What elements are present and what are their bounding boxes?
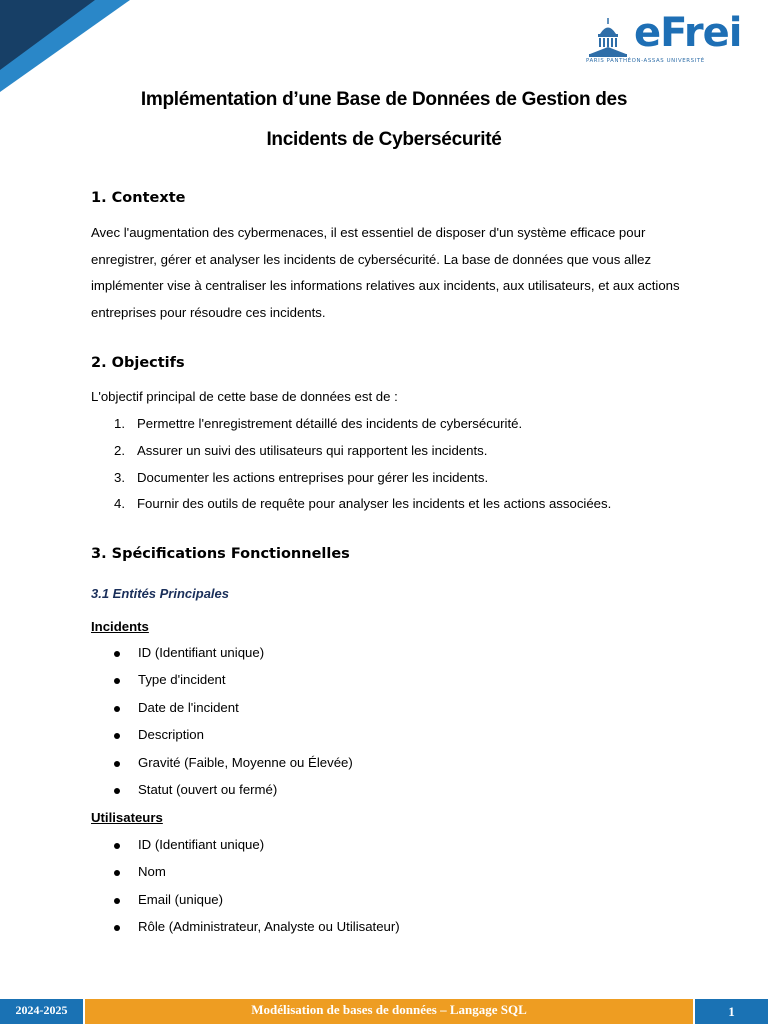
incidents-item: Type d'incident xyxy=(138,672,226,687)
bullet-icon xyxy=(114,651,120,657)
bullet-icon xyxy=(114,843,120,849)
utilisateurs-item: Rôle (Administrateur, Analyste ou Utilisateur) xyxy=(138,919,400,934)
pantheon-icon xyxy=(586,16,630,58)
footer-year: 2024-2025 xyxy=(0,999,83,1024)
list-item xyxy=(114,496,611,511)
list-item-text: Fournir des outils de requête pour analyser les incidents et les actions associées. xyxy=(137,496,612,511)
utilisateurs-item: Nom xyxy=(138,864,166,879)
list-item xyxy=(114,416,522,431)
contexte-paragraph: Avec l'augmentation des cybermenaces, il est essentiel de disposer d'un système efficace pour enregistrer, gérer et analyser les incidents de cybersécurité. La base de données que vous allez implémenter vise à centraliser les informations relatives aux incidents, aux utilisateurs, et aux actions entreprises pour résoudre ces incidents. xyxy=(91,225,680,320)
bullet-icon xyxy=(114,788,120,794)
utilisateurs-item: Email (unique) xyxy=(138,892,224,907)
section-heading-objectifs: 2. Objectifs xyxy=(91,355,185,371)
bullet-icon xyxy=(114,925,120,931)
section-heading-contexte: 1. Contexte xyxy=(91,190,186,206)
logo-text: eFrei xyxy=(634,10,742,56)
footer-page-number: 1 xyxy=(695,999,768,1024)
document-title-line2: Incidents de Cybersécurité xyxy=(266,129,502,150)
incidents-item: ID (Identifiant unique) xyxy=(138,645,265,660)
section-heading-specifications: 3. Spécifications Fonctionnelles xyxy=(91,546,350,562)
bullet-icon xyxy=(114,678,120,684)
bullet-icon xyxy=(114,706,120,712)
bullet-icon xyxy=(114,898,120,904)
utilisateurs-heading: Utilisateurs xyxy=(91,810,163,825)
list-number: 2. xyxy=(114,443,125,458)
subsection-heading-entites: 3.1 Entités Principales xyxy=(91,586,230,601)
objectifs-intro: L'objectif principal de cette base de données est de : xyxy=(91,389,398,404)
bullet-icon xyxy=(114,761,120,767)
list-item-text: Assurer un suivi des utilisateurs qui rapportent les incidents. xyxy=(137,443,488,458)
document-title-line1: Implémentation d’une Base de Données de Gestion des xyxy=(140,89,628,110)
logo-subtitle: PARIS PANTHÉON-ASSAS UNIVERSITÉ xyxy=(586,58,705,64)
incidents-item: Date de l'incident xyxy=(138,700,239,715)
bullet-icon xyxy=(114,733,120,739)
list-item xyxy=(114,470,488,485)
page-footer xyxy=(0,999,768,1024)
list-item xyxy=(114,443,487,458)
corner-decoration xyxy=(0,0,130,92)
list-number: 1. xyxy=(114,416,125,431)
list-item-text: Permettre l'enregistrement détaillé des incidents de cybersécurité. xyxy=(137,416,523,431)
bullet-icon xyxy=(114,870,120,876)
incidents-item: Description xyxy=(138,727,204,742)
utilisateurs-item: ID (Identifiant unique) xyxy=(138,837,265,852)
list-number: 4. xyxy=(114,496,125,511)
incidents-heading: Incidents xyxy=(91,619,149,634)
footer-course-title: Modélisation de bases de données – Langage SQL xyxy=(85,999,693,1024)
incidents-item: Statut (ouvert ou fermé) xyxy=(138,782,278,797)
list-number: 3. xyxy=(114,470,125,485)
efrei-logo xyxy=(584,10,744,72)
list-item-text: Documenter les actions entreprises pour gérer les incidents. xyxy=(137,470,489,485)
incidents-item: Gravité (Faible, Moyenne ou Élevée) xyxy=(138,755,353,770)
